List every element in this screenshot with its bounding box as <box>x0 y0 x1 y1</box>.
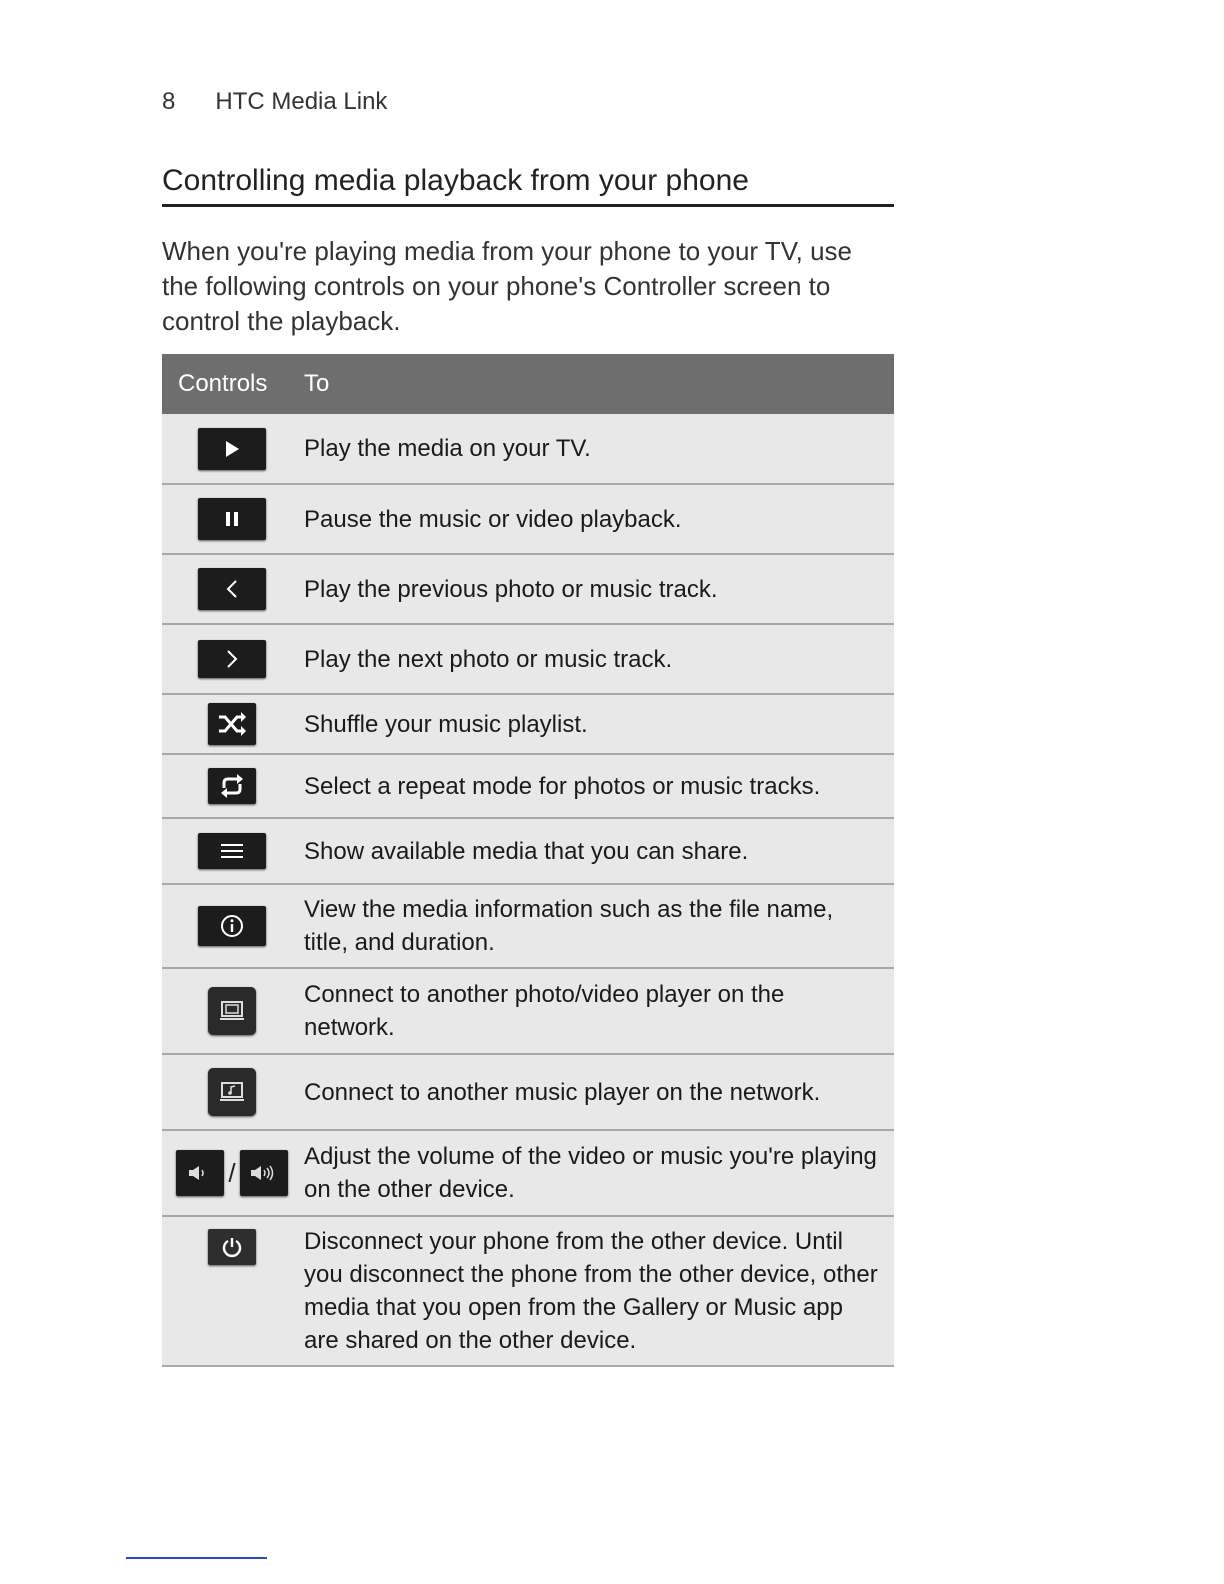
info-icon <box>198 906 266 946</box>
footnote-rule <box>126 1557 267 1559</box>
volume-down-icon <box>176 1150 224 1196</box>
row-description: Play the media on your TV. <box>302 414 894 484</box>
next-icon <box>198 640 266 678</box>
row-description: Play the previous photo or music track. <box>302 554 894 624</box>
table-row <box>162 968 894 1054</box>
table-row <box>162 414 894 484</box>
table-row <box>162 694 894 754</box>
row-description: Select a repeat mode for photos or music tracks. <box>302 754 894 818</box>
row-description: Connect to another music player on the network. <box>302 1054 894 1130</box>
row-description: View the media information such as the file name, title, and duration. <box>302 884 894 968</box>
volume-separator: / <box>228 1157 236 1188</box>
table-row <box>162 484 894 554</box>
photo-video-player-icon <box>208 987 256 1035</box>
intro-paragraph: When you're playing media from your phone to your TV, use the following controls on your phone's Controller screen to control the playback. <box>162 236 853 336</box>
header-to: To <box>302 354 894 414</box>
music-player-icon <box>208 1068 256 1116</box>
row-description: Disconnect your phone from the other device. Until you disconnect the phone from the other device, other media that you open from the Gallery or Music app are shared on the other device. <box>302 1216 894 1366</box>
table-row <box>162 624 894 694</box>
section-name: HTC Media Link <box>215 88 388 115</box>
play-icon <box>198 428 266 470</box>
running-header <box>162 88 387 116</box>
shuffle-icon <box>208 703 256 745</box>
repeat-icon <box>208 768 256 804</box>
pause-icon <box>198 498 266 540</box>
table-row <box>162 1054 894 1130</box>
power-icon <box>208 1229 256 1265</box>
row-description: Pause the music or video playback. <box>302 484 894 554</box>
previous-icon <box>198 568 266 610</box>
row-description: Connect to another photo/video player on the network. <box>302 968 894 1054</box>
row-description: Shuffle your music playlist. <box>302 694 894 754</box>
section-title: Controlling media playback from your phone <box>162 164 894 207</box>
table-row <box>162 554 894 624</box>
row-description: Play the next photo or music track. <box>302 624 894 694</box>
header-controls: Controls <box>162 354 302 414</box>
table-row <box>162 754 894 818</box>
table-row <box>162 884 894 968</box>
table-row <box>162 818 894 884</box>
page-number: 8 <box>162 88 176 115</box>
row-description: Show available media that you can share. <box>302 818 894 884</box>
table-row <box>162 1130 894 1216</box>
menu-icon <box>198 833 266 869</box>
controls-table <box>162 354 894 1367</box>
table-header-row <box>162 354 894 414</box>
volume-up-icon <box>240 1150 288 1196</box>
table-row <box>162 1216 894 1366</box>
row-description: Adjust the volume of the video or music you're playing on the other device. <box>302 1130 894 1216</box>
